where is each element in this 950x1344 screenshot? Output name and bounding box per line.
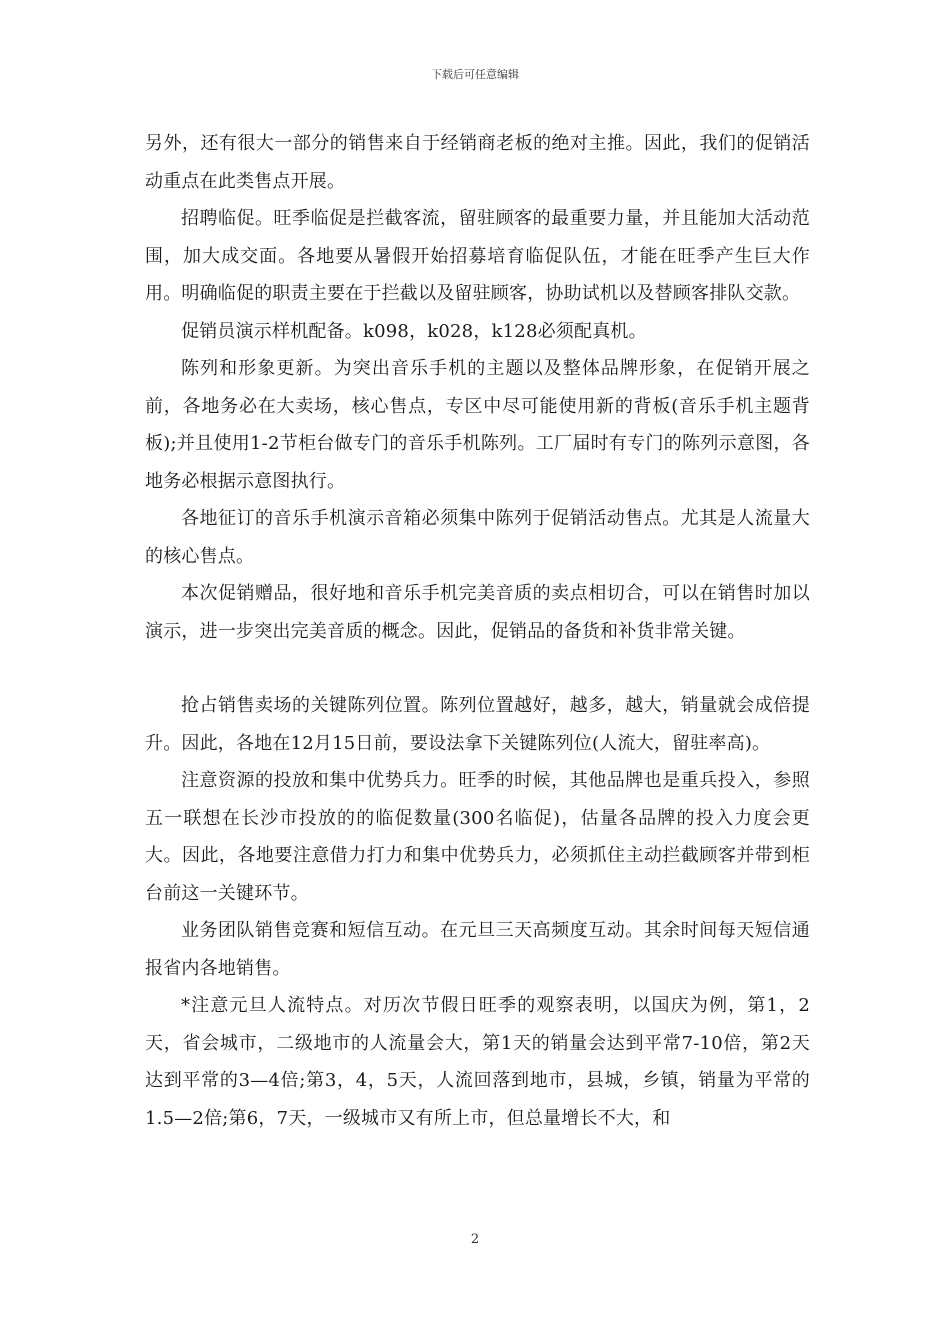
paragraph-10: *注意元旦人流特点。对历次节假日旺季的观察表明，以国庆为例，第1，2天，省会城市，二级地市的人流量会大，第1天的销量会达到平常7-10倍，第2天达到平常的3—4倍;第3，4，5天，人流回落到地市，县城，乡镇，销量为平常的1.5—2倍;第6，7天，一级城市又有所上市，但总量增长不大，和 [145,995,810,1129]
paragraph-9: 业务团队销售竞赛和短信互动。在元旦三天高频度互动。其余时间每天短信通报省内各地销售。 [145,920,810,979]
paragraph-8: 注意资源的投放和集中优势兵力。旺季的时候，其他品牌也是重兵投入，参照五一联想在长沙市投放的的临促数量(300名临促)，估量各品牌的投入力度会更大。因此，各地要注意借力打力和集中优势兵力，必须抓住主动拦截顾客并带到柜台前这一关键环节。 [145,770,810,904]
paragraph-4: 陈列和形象更新。为突出音乐手机的主题以及整体品牌形象，在促销开展之前，各地务必在大卖场，核心售点，专区中尽可能使用新的背板(音乐手机主题背板);并且使用1-2节柜台做专门的音乐手机陈列。工厂届时有专门的陈列示意图，各地务必根据示意图执行。 [145,358,810,492]
paragraph-1: 另外，还有很大一部分的销售来自于经销商老板的绝对主推。因此，我们的促销活动重点在此类售点开展。 [145,133,810,192]
page-header: 下载后可任意编辑 [431,68,519,81]
paragraph-7: 抢占销售卖场的关键陈列位置。陈列位置越好，越多，越大，销量就会成倍提升。因此，各地在12月15日前，要设法拿下关键陈列位(人流大，留驻率高)。 [145,695,810,754]
paragraph-6: 本次促销赠品，很好地和音乐手机完美音质的卖点相切合，可以在销售时加以演示，进一步突出完美音质的概念。因此，促销品的备货和补货非常关键。 [145,583,810,642]
document-body [145,125,810,1137]
paragraph-2: 招聘临促。旺季临促是拦截客流，留驻顾客的最重要力量，并且能加大活动范围，加大成交面。各地要从暑假开始招募培育临促队伍，才能在旺季产生巨大作用。明确临促的职责主要在于拦截以及留驻顾客，协助试机以及替顾客排队交款。 [145,208,810,304]
page-number: 2 [470,1232,480,1247]
paragraph-3: 促销员演示样机配备。k098，k028，k128必须配真机。 [181,320,647,342]
paragraph-5: 各地征订的音乐手机演示音箱必须集中陈列于促销活动售点。尤其是人流量大的核心售点。 [145,508,810,567]
